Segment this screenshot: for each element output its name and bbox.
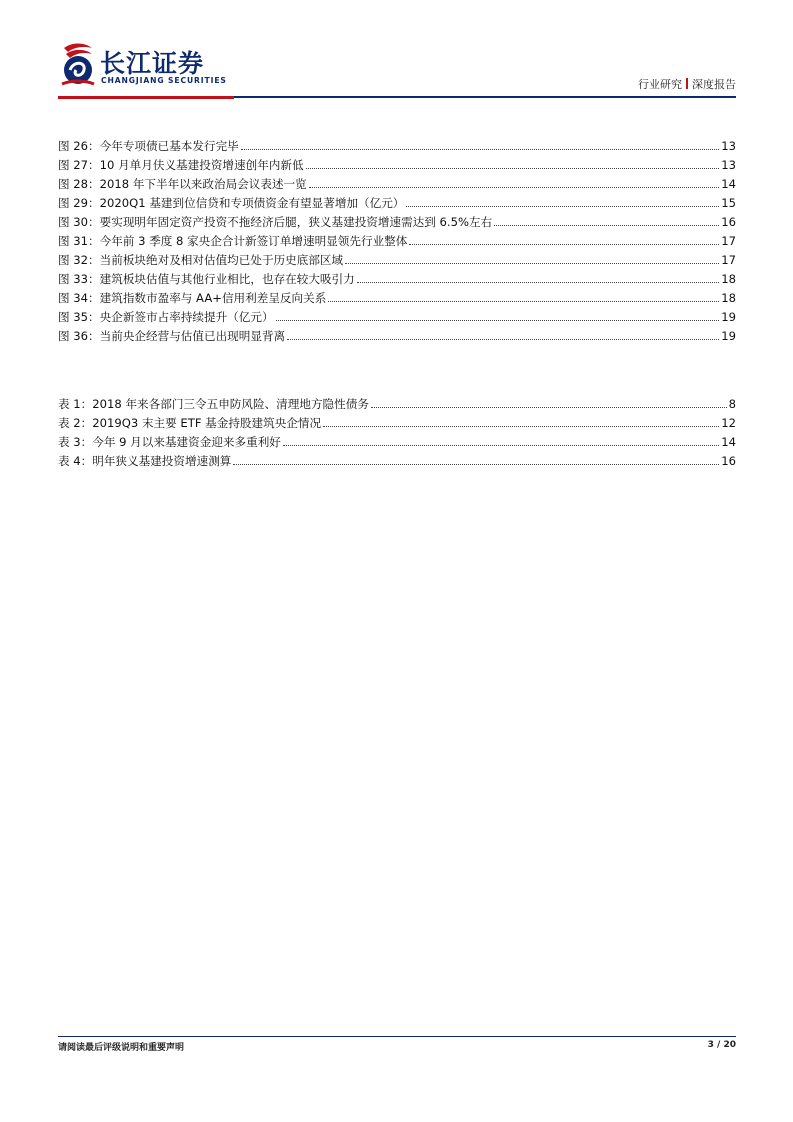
toc-leader: [241, 149, 719, 150]
company-logo: [58, 38, 248, 94]
report-type-label: 深度报告: [692, 78, 736, 91]
toc-entry-label: 图 36：当前央企经营与估值已出现明显背离: [58, 329, 286, 343]
toc-entry-label: 图 34：建筑指数市盈率与 AA+信用利差呈反向关系: [58, 291, 327, 305]
toc-entry-label: 图 29：2020Q1 基建到位信贷和专项债资金有望显著增加（亿元）: [58, 196, 405, 210]
toc-entry-page: 13: [721, 158, 736, 172]
header-separator: [686, 78, 688, 89]
toc-leader: [276, 320, 720, 321]
toc-entry-page: 8: [728, 397, 736, 411]
logo-english-name: CHANGJIANG SECURITIES: [101, 76, 227, 85]
header-accent-rule: [58, 96, 234, 99]
toc-entry-label: 图 30：要实现明年固定资产投资不拖经济后腿，狭义基建投资增速需达到 6.5%左右: [58, 215, 493, 229]
toc-entry[interactable]: [58, 325, 736, 344]
toc-leader: [357, 282, 720, 283]
toc-entry-label: 图 27：10 月单月伕义基建投资增速创年内新低: [58, 158, 304, 172]
toc-entry-label: 表 1：2018 年来各部门三令五申防风险、清理地方隐性债务: [58, 397, 369, 411]
toc-entry-label: 图 35：央企新签市占率持续提升（亿元）: [58, 310, 274, 324]
toc-entry-label: 图 32：当前板块绝对及相对估值均已处于历史底部区域: [58, 253, 344, 267]
toc-entry[interactable]: [58, 249, 736, 268]
toc-entry[interactable]: [58, 211, 736, 230]
toc-leader: [409, 244, 719, 245]
toc-entry-page: 19: [721, 310, 736, 324]
toc-entry[interactable]: [58, 431, 736, 450]
toc-leader: [233, 464, 719, 465]
toc-entry-page: 16: [721, 215, 736, 229]
toc-entry-page: 18: [721, 291, 736, 305]
report-category: [638, 76, 736, 92]
footer-disclaimer: 请阅读最后评级说明和重要声明: [58, 1043, 185, 1053]
toc-entry-label: 图 31：今年前 3 季度 8 家央企合计新签订单增速明显领先行业整体: [58, 234, 408, 248]
toc-entry[interactable]: [58, 393, 736, 412]
toc-entry-page: 14: [721, 435, 736, 449]
toc-entry[interactable]: [58, 230, 736, 249]
toc-leader: [371, 407, 727, 408]
page-header: [58, 38, 736, 100]
toc-entry-page: 19: [721, 329, 736, 343]
toc-leader: [283, 445, 719, 446]
toc-entry-page: 15: [721, 196, 736, 210]
toc-entry[interactable]: [58, 135, 736, 154]
toc-entry-label: 表 3：今年 9 月以来基建资金迎来多重利好: [58, 435, 281, 449]
toc-entry-page: 13: [721, 139, 736, 153]
toc-entry-label: 图 26：今年专项债已基本发行完毕: [58, 139, 239, 153]
toc-entry[interactable]: [58, 412, 736, 431]
toc-entry-label: 图 33：建筑板块估值与其他行业相比，也存在较大吸引力: [58, 272, 355, 286]
toc-entry-page: 17: [721, 234, 736, 248]
category-label: 行业研究: [638, 78, 682, 91]
figure-list: [58, 135, 736, 344]
toc-entry[interactable]: [58, 154, 736, 173]
toc-entry-page: 16: [721, 454, 736, 468]
toc-leader: [345, 263, 719, 264]
toc-entry-page: 14: [721, 177, 736, 191]
toc-leader: [328, 301, 719, 302]
toc-entry[interactable]: [58, 450, 736, 469]
table-list: [58, 393, 736, 469]
page-number: 3 / 20: [707, 1040, 736, 1050]
changjiang-logo-icon: [58, 40, 98, 90]
toc-entry-page: 18: [721, 272, 736, 286]
toc-leader: [406, 206, 719, 207]
toc-leader: [494, 225, 719, 226]
toc-entry-label: 表 2：2019Q3 末主要 ETF 基金持股建筑央企情况: [58, 416, 322, 430]
toc-leader: [287, 339, 719, 340]
toc-leader: [306, 168, 720, 169]
logo-chinese-name: 长江证券: [100, 49, 205, 78]
toc-entry-page: 17: [721, 253, 736, 267]
toc-entry[interactable]: [58, 268, 736, 287]
toc-leader: [323, 426, 719, 427]
footer-rule: [58, 1036, 736, 1037]
toc-entry[interactable]: [58, 306, 736, 325]
toc-entry[interactable]: [58, 173, 736, 192]
toc-entry-label: 表 4：明年狭义基建投资增速测算: [58, 454, 232, 468]
toc-entry[interactable]: [58, 287, 736, 306]
toc-entry-page: 12: [721, 416, 736, 430]
toc-entry[interactable]: [58, 192, 736, 211]
toc-leader: [309, 187, 720, 188]
toc-entry-label: 图 28：2018 年下半年以来政治局会议表述一览: [58, 177, 307, 191]
